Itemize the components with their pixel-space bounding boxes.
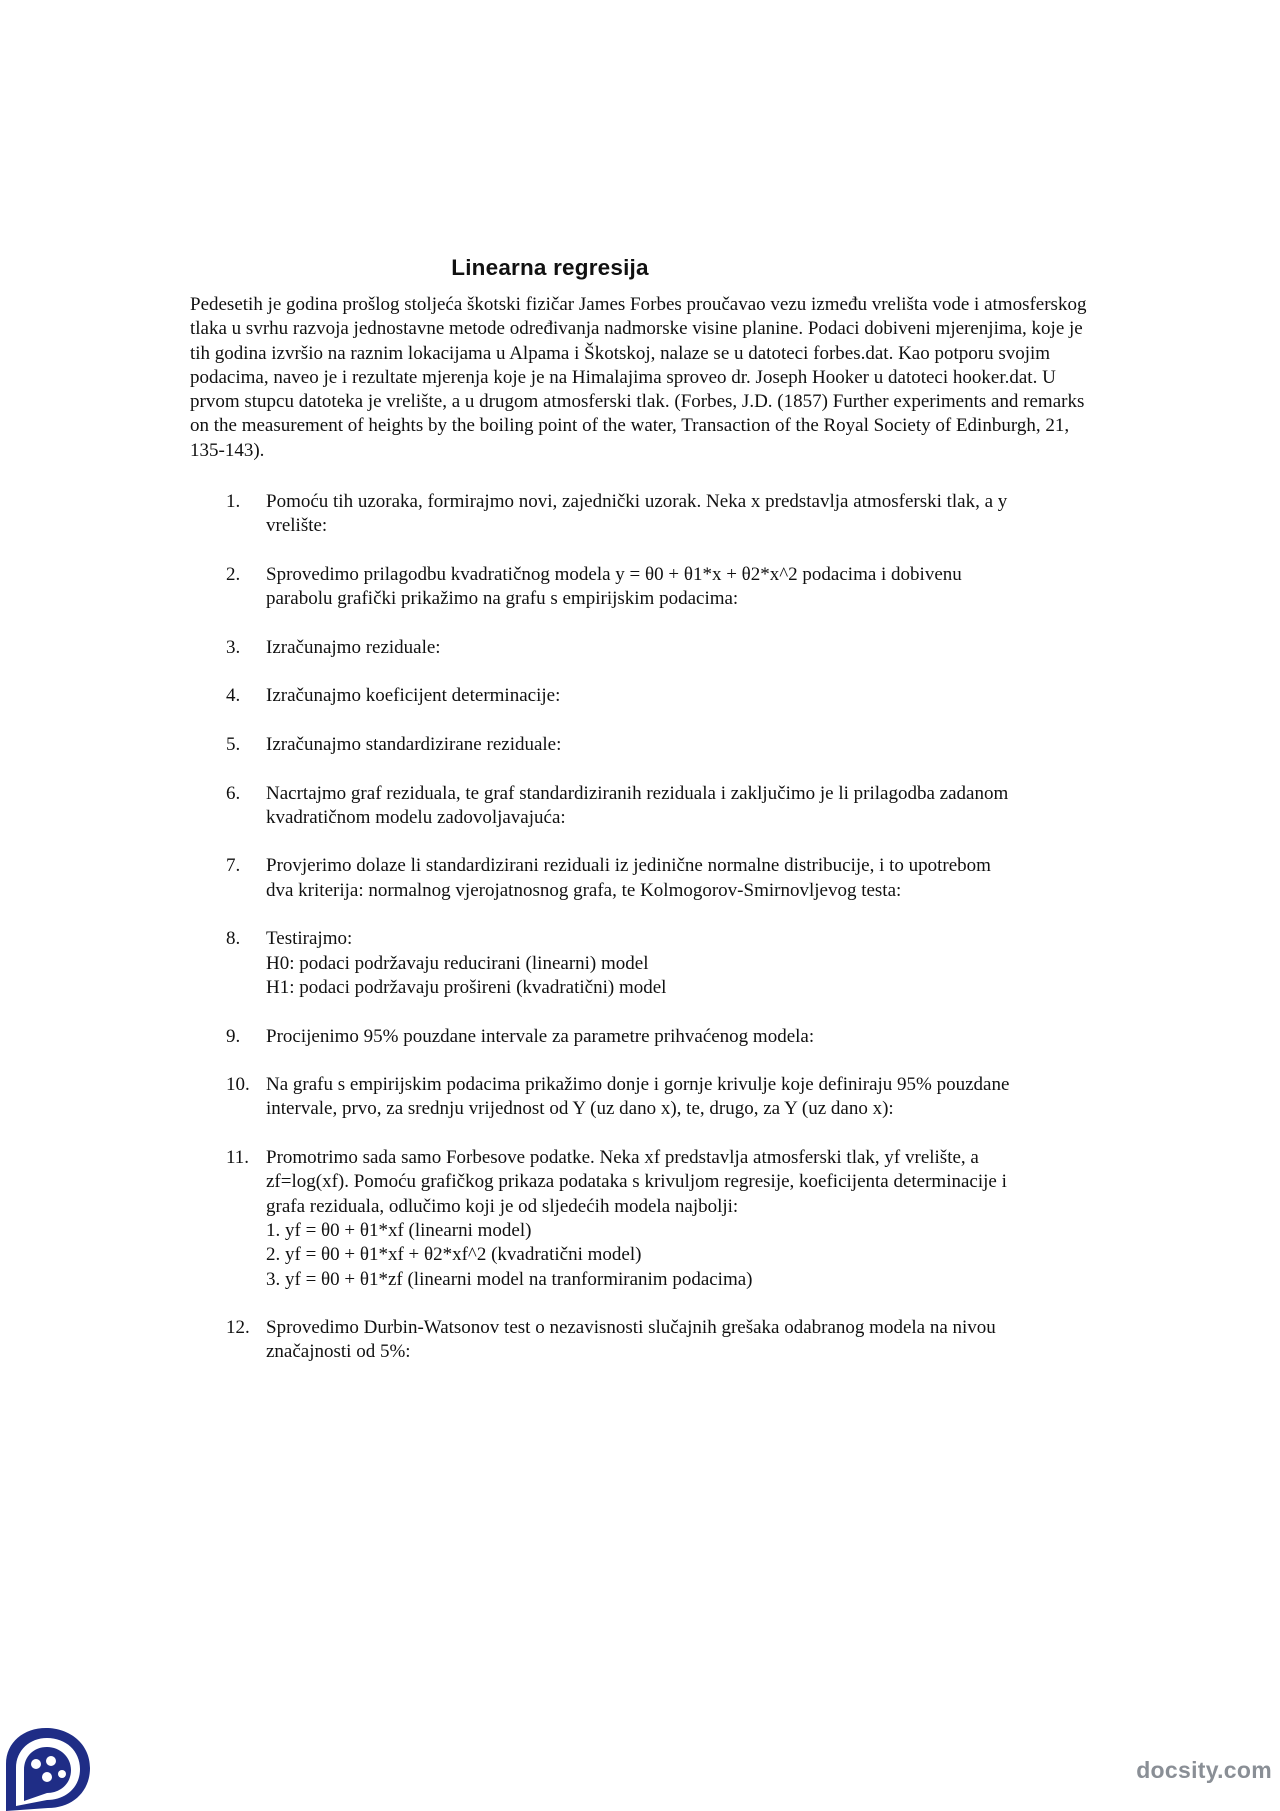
list-item-number: 10. xyxy=(226,1074,250,1096)
list-item-text: Pomoću tih uzoraka, formirajmo novi, zajednički uzorak. Neka x predstavlja atmosferski tlak, a y xyxy=(266,491,1008,512)
list-item-text: Izračunajmo koeficijent determinacije: xyxy=(266,685,561,707)
list-item xyxy=(190,490,1095,539)
list-item-text: 3. yf = θ0 + θ1*zf (linearni model na tranformiranim podacima) xyxy=(266,1268,753,1290)
docsity-logo-icon[interactable] xyxy=(0,1728,96,1811)
list-item-text: Izračunajmo reziduale: xyxy=(266,636,441,658)
list-item-number: 1. xyxy=(226,491,241,512)
list-item-text: vrelište: xyxy=(266,515,328,537)
list-item-number: 3. xyxy=(226,636,241,658)
list-item xyxy=(190,1073,1095,1122)
list-item-number: 11. xyxy=(226,1147,250,1169)
list-item-number: 9. xyxy=(226,1025,241,1047)
list-item-text: Procijenimo 95% pouzdane intervale za parametre prihvaćenog modela: xyxy=(266,1025,815,1047)
list-item-text: Na grafu s empirijskim podacima prikažimo donje i gornje krivulje koje definiraju 95% pouzdane xyxy=(266,1074,1010,1096)
list-item-number: 12. xyxy=(226,1317,250,1339)
page-title: Linearna regresija xyxy=(451,255,649,281)
list-item-number: 6. xyxy=(226,782,241,804)
list-item-number: 5. xyxy=(226,733,241,755)
list-item-text: značajnosti od 5%: xyxy=(266,1341,411,1363)
list-item-text: dva kriterija: normalnog vjerojatnosnog grafa, te Kolmogorov-Smirnovljevog testa: xyxy=(266,879,902,901)
list-item-text: parabolu grafički prikažimo na grafu s empirijskim podacima: xyxy=(266,588,739,610)
list-item-text: Sprovedimo prilagodbu kvadratičnog modela y = θ0 + θ1*x + θ2*x^2 podacima i dobivenu xyxy=(266,563,962,585)
list-item-text: kvadratičnom modelu zadovoljavajuća: xyxy=(266,806,566,828)
list-item xyxy=(190,684,1095,708)
list-item-number: 2. xyxy=(226,563,241,585)
list-item xyxy=(190,854,1095,903)
steps-list xyxy=(190,490,1095,1389)
list-item xyxy=(190,1025,1095,1049)
list-item-text: H0: podaci podržavaju reducirani (linearni) model xyxy=(266,952,649,974)
list-item xyxy=(190,636,1095,660)
list-item-number: 8. xyxy=(226,928,241,950)
list-item xyxy=(190,1146,1095,1292)
docsity-brand-text[interactable]: docsity.com xyxy=(1136,1757,1272,1783)
list-item xyxy=(190,563,1095,612)
list-item-text: Promotrimo sada samo Forbesove podatke. Neka xf predstavlja atmosferski tlak, yf vrelište, a xyxy=(266,1147,979,1169)
list-item-text: intervale, prvo, za srednju vrijednost od Y (uz dano x), te, drugo, za Y (uz dano x): xyxy=(266,1098,894,1120)
list-item-text: Nacrtajmo graf reziduala, te graf standardiziranih reziduala i zaključimo je li prilagodba zadanom xyxy=(266,782,1009,804)
list-item-text: Provjerimo dolaze li standardizirani reziduali iz jedinične normalne distribucije, i to upotrebom xyxy=(266,855,991,877)
list-item-text: zf=log(xf). Pomoću grafičkog prikaza podataka s krivuljom regresije, koeficijenta determinacije i xyxy=(266,1171,1007,1193)
list-item-text: Izračunajmo standardizirane reziduale: xyxy=(266,733,562,755)
list-item-text: 1. yf = θ0 + θ1*xf (linearni model) xyxy=(266,1219,532,1241)
list-item xyxy=(190,927,1095,1000)
list-item-text: Sprovedimo Durbin-Watsonov test o nezavisnosti slučajnih grešaka odabranog modela na nivou xyxy=(266,1317,996,1339)
list-item-number: 4. xyxy=(226,685,241,707)
list-item xyxy=(190,782,1095,831)
list-item xyxy=(190,1316,1095,1365)
list-item-number: 7. xyxy=(226,855,241,877)
list-item-text: Testirajmo: xyxy=(266,928,353,950)
list-item-text: grafa reziduala, odlučimo koji je od sljedećih modela najbolji: xyxy=(266,1195,739,1217)
list-item-text: H1: podaci podržavaju prošireni (kvadratični) model xyxy=(266,976,667,998)
intro-paragraph: Pedesetih je godina prošlog stoljeća škotski fizičar James Forbes proučavao vezu između vrelišta vode i atmosferskog tlaka u svrhu razvoja jednostavne metode određivanja nadmorske visine planine. Podaci dobiveni mjerenjima, koje je tih godina izvršio na raznim lokacijama u Alpama i Škotskoj, nalaze se u datoteci forbes.dat. Kao potporu svojim podacima, naveo je i rezultate mjerenja koje je na Himalajima sproveo dr. Joseph Hooker u datoteci hooker.dat. U prvom stupcu datoteka je vrelište, a u drugom atmosferski tlak. (Forbes, J.D. (1857) Further experiments and remarks on the measurement of heights by the boiling point of the water, Transaction of the Royal Society of Edinburgh, 21, 135-143). xyxy=(190,294,1087,461)
list-item-text: 2. yf = θ0 + θ1*xf + θ2*xf^2 (kvadratični model) xyxy=(266,1244,642,1266)
list-item xyxy=(190,733,1095,757)
